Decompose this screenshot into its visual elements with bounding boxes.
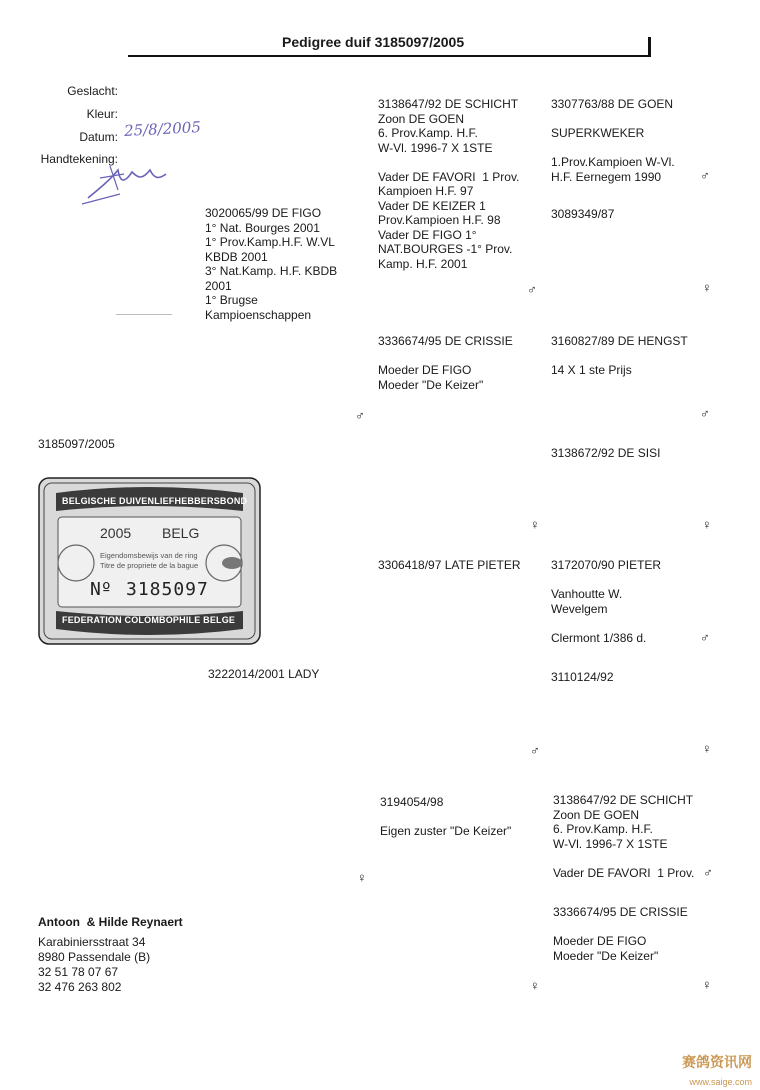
ring-top-banner: BELGISCHE DUIVENLIEFHEBBERSBOND (62, 496, 248, 506)
fmm-sex-symbol: ♀ (702, 517, 712, 532)
father-entry: 3020065/99 DE FIGO 1° Nat. Bourges 2001 1° Prov.Kamp.H.F. W.VL KBDB 2001 3° Nat.Kamp. H.F. KBDB 2001 1° Brugse Kampioenschappen (205, 206, 338, 322)
ff-sex-symbol: ♂ (527, 282, 537, 297)
title-underline (128, 55, 651, 57)
mmm-sex-symbol: ♀ (702, 977, 712, 992)
geslacht-label: Geslacht: (67, 84, 118, 98)
mfm-entry: 3110124/92 (551, 670, 614, 684)
owner-phone-2: 32 476 263 802 (38, 980, 122, 994)
mm-entry: 3194054/98 Eigen zuster "De Keizer" (380, 795, 512, 838)
fmf-sex-symbol: ♂ (700, 406, 710, 421)
kleur-label: Kleur: (86, 107, 118, 121)
fff-entry: 3307763/88 DE GOEN SUPERKWEKER 1.Prov.Kampioen W-Vl. H.F. Eernegem 1990 (551, 97, 675, 184)
mm-sex-symbol: ♀ (530, 978, 540, 993)
watermark-logo-text: 赛鸽资讯网 (682, 1054, 752, 1070)
datum-handwritten: 25/8/2005 (123, 117, 202, 141)
mf-sex-symbol: ♂ (530, 743, 540, 758)
ffm-sex-symbol: ♀ (702, 280, 712, 295)
mmm-entry: 3336674/95 DE CRISSIE Moeder DE FIGO Moeder "De Keizer" (553, 905, 688, 963)
ring-number: 3185097 (126, 579, 209, 600)
ffm-entry: 3089349/87 (551, 207, 615, 221)
watermark (652, 1052, 752, 1090)
ring-no-label: Nº (90, 579, 112, 600)
mmf-sex-symbol: ♂ (703, 865, 713, 880)
father-sex-symbol: ♂ (355, 408, 365, 423)
fm-entry: 3336674/95 DE CRISSIE Moeder DE FIGO Moeder "De Keizer" (378, 334, 513, 392)
mother-sex-symbol: ♀ (357, 870, 367, 885)
mf-entry: 3306418/97 LATE PIETER (378, 558, 521, 572)
mfm-sex-symbol: ♀ (702, 741, 712, 756)
fff-sex-symbol: ♂ (700, 168, 710, 183)
page-title: Pedigree duif 3185097/2005 (282, 34, 465, 50)
ff-entry: 3138647/92 DE SCHICHT Zoon DE GOEN 6. Prov.Kamp. H.F. W-Vl. 1996-7 X 1STE Vader DE FAVORI 1 Prov. Kampioen H.F. 97 Vader DE KEIZER 1 Prov.Kampioen H.F. 98 Vader DE FIGO 1° NAT.BOURGES -1° Prov. Kamp. H.F. 2001 (378, 97, 520, 271)
ring-ownership-fr: Titre de propriete de la bague (100, 561, 199, 570)
mmf-entry: 3138647/92 DE SCHICHT Zoon DE GOEN 6. Prov.Kamp. H.F. W-Vl. 1996-7 X 1STE Vader DE FAVORI 1 Prov. (553, 793, 695, 880)
mff-sex-symbol: ♂ (700, 630, 710, 645)
owner-city: 8980 Passendale (B) (38, 950, 151, 964)
ring-ownership-nl: Eigendomsbewijs van de ring (100, 551, 198, 560)
watermark-url: www.saige.com (689, 1077, 752, 1087)
mother-entry: 3222014/2001 LADY (208, 667, 320, 681)
fmm-entry: 3138672/92 DE SISI (551, 446, 661, 460)
signature-image (80, 158, 170, 208)
fm-sex-symbol: ♀ (530, 517, 540, 532)
ring-country: BELG (162, 525, 200, 541)
ring-year: 2005 (100, 525, 132, 541)
divider-dash (116, 314, 172, 315)
owner-street: Karabiniersstraat 34 (38, 935, 146, 949)
datum-label: Datum: (79, 130, 118, 144)
title-corner-mark (648, 37, 651, 57)
pigeon-ring-number: 3185097/2005 (38, 437, 115, 451)
mff-entry: 3172070/90 PIETER Vanhoutte W. Wevelgem Clermont 1/386 d. (551, 558, 662, 645)
ring-certificate (38, 477, 261, 645)
owner-name: Antoon & Hilde Reynaert (38, 915, 183, 929)
fmf-entry: 3160827/89 DE HENGST 14 X 1 ste Prijs (551, 334, 688, 377)
handtekening-label: Handtekening: (40, 152, 118, 166)
owner-phone-1: 32 51 78 07 67 (38, 965, 119, 979)
ring-bottom-banner: FEDERATION COLOMBOPHILE BELGE (62, 615, 236, 625)
